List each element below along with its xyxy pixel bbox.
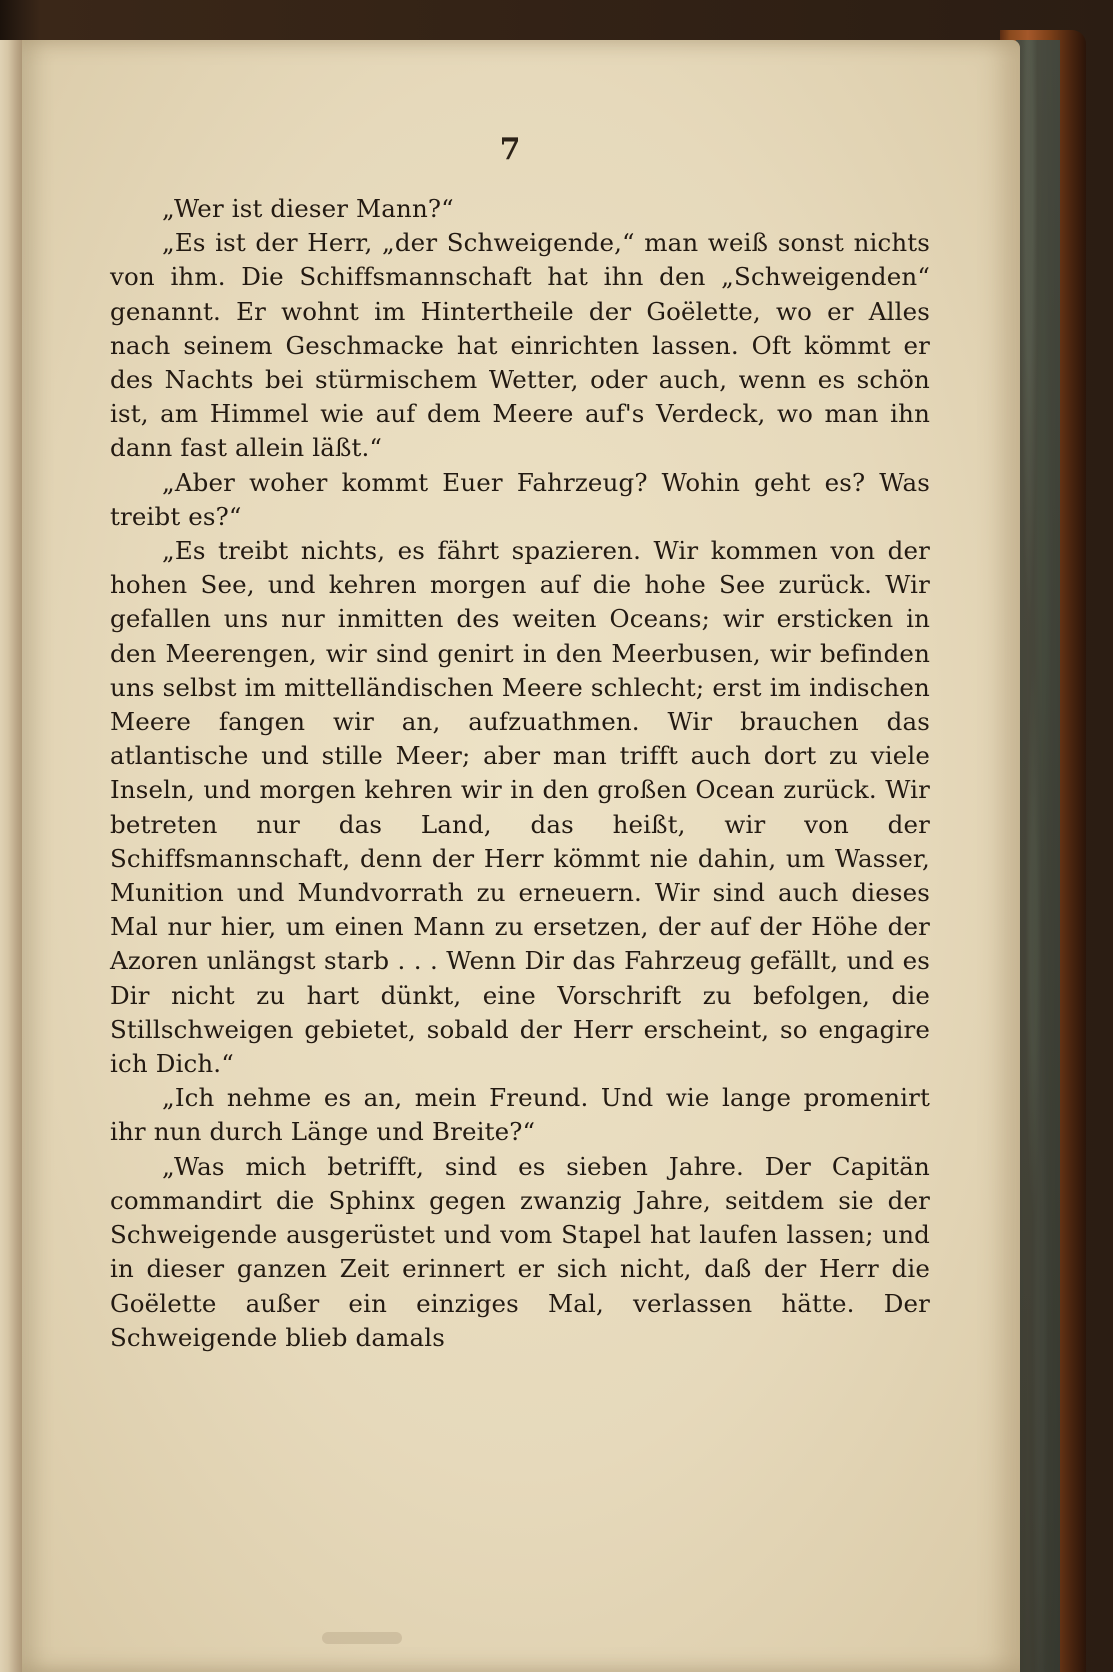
ink-smudge — [322, 1632, 402, 1644]
paragraph: „Wer ist dieser Mann?“ — [162, 194, 454, 223]
book-page — [22, 40, 1020, 1672]
paragraph: „Ich nehme es an, mein Freund. Und wie lange promenirt ihr nun durch Länge und Breite?“ — [110, 1083, 930, 1147]
paragraph: „Was mich betrifft, sind es sieben Jahre. Der Capitän commandirt die Sphinx gegen zwanzig Jahre, seitdem sie der Schweigende ausgerüstet und vom Stapel hat laufen lassen; und in dieser ganzen Zeit erinnert er sich nicht, daß der Herr die Goëlette außer ein einziges Mal, verlassen hätte. Der Schweigende blieb damals — [110, 1151, 930, 1352]
page-number: 7 — [499, 132, 521, 167]
paragraph: „Es treibt nichts, es fährt spazieren. Wir kommen von der hohen See, und kehren morgen auf die hohe See zurück. Wir gefallen uns nur inmitten des weiten Oceans; wir ersticken in den Meerengen, wir sind genirt in den Meerbusen, wir befinden uns selbst im mittelländischen Meere schlecht; erst im indischen Meere fangen wir an, aufzuathmen. Wir brauchen das atlantische und stille Meer; aber man trifft auch dort zu viele Inseln, und morgen kehren wir in den großen Ocean zurück. Wir betreten nur das Land, das heißt, wir von der Schiffsmannschaft, denn der Herr kömmt nie dahin, um Wasser, Munition und Mundvorrath zu erneuern. Wir sind auch dieses Mal nur hier, um einen Mann zu ersetzen, der auf der Höhe der Azoren unlängst starb . . . Wenn Dir das Fahrzeug gefällt, und es Dir nicht zu hart dünkt, eine Vorschrift zu befolgen, die Stillschweigen gebietet, sobald der Herr erscheint, so engagire ich Dich.“ — [110, 536, 930, 1079]
page-body — [110, 192, 930, 1355]
paragraph: „Es ist der Herr, „der Schweigende,“ man weiß sonst nichts von ihm. Die Schiffsmannschaft hat ihn den „Schweigenden“ genannt. Er wohnt im Hintertheile der Goëlette, wo er Alles nach seinem Geschmacke hat einrichten lassen. Oft kömmt er des Nachts bei stürmischem Wetter, oder auch, wenn es schön ist, am Himmel wie auf dem Meere auf's Verdeck, wo man ihn dann fast allein läßt.“ — [110, 228, 930, 463]
paragraph: „Aber woher kommt Euer Fahrzeug? Wohin geht es? Was treibt es?“ — [110, 467, 930, 531]
marbled-board — [1016, 40, 1060, 1672]
